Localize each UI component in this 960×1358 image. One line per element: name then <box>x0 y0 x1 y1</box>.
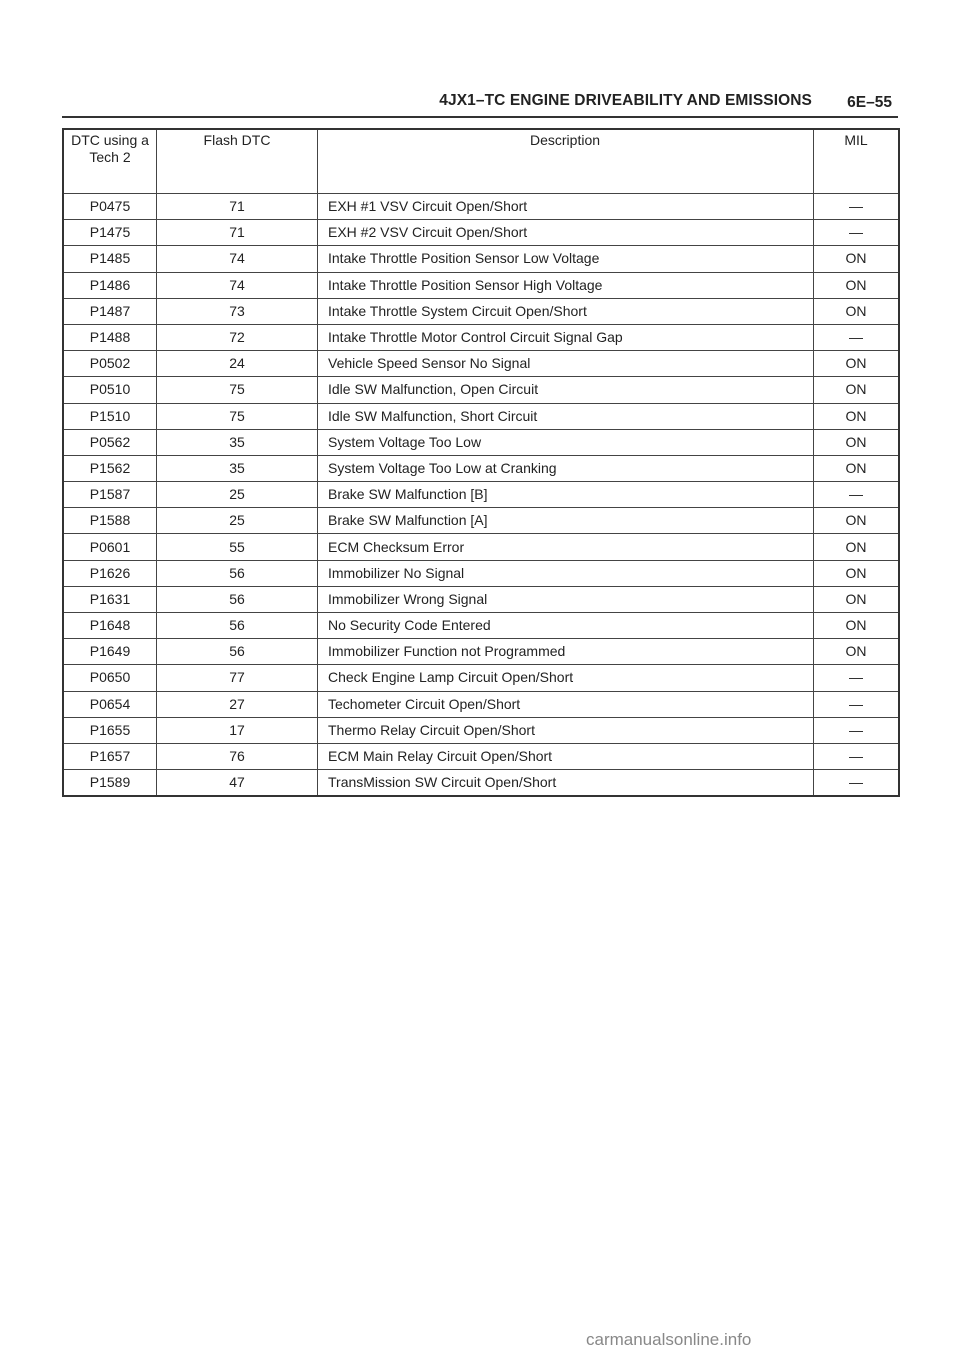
description-cell: EXH #1 VSV Circuit Open/Short <box>318 194 814 220</box>
description-cell: TransMission SW Circuit Open/Short <box>318 770 814 797</box>
flash-dtc-cell: 56 <box>157 560 318 586</box>
description-cell: No Security Code Entered <box>318 613 814 639</box>
table-row <box>63 665 899 691</box>
mil-cell: ON <box>814 613 900 639</box>
mil-cell: ON <box>814 377 900 403</box>
flash-dtc-cell: 56 <box>157 613 318 639</box>
flash-dtc-cell: 71 <box>157 194 318 220</box>
table-row <box>63 351 899 377</box>
description-cell: System Voltage Too Low <box>318 429 814 455</box>
dtc-code-cell: P1485 <box>63 246 157 272</box>
description-cell: Brake SW Malfunction [A] <box>318 508 814 534</box>
flash-dtc-cell: 74 <box>157 246 318 272</box>
table-row <box>63 324 899 350</box>
dtc-code-cell: P0510 <box>63 377 157 403</box>
dtc-code-cell: P1487 <box>63 298 157 324</box>
table-row <box>63 560 899 586</box>
mil-cell: ON <box>814 639 900 665</box>
description-cell: Idle SW Malfunction, Short Circuit <box>318 403 814 429</box>
mil-cell: ON <box>814 560 900 586</box>
mil-cell: ON <box>814 429 900 455</box>
table-row <box>63 508 899 534</box>
dtc-code-cell: P1655 <box>63 717 157 743</box>
dtc-code-cell: P0502 <box>63 351 157 377</box>
dtc-code-cell: P1486 <box>63 272 157 298</box>
mil-cell: — <box>814 691 900 717</box>
description-cell: Intake Throttle Motor Control Circuit Signal Gap <box>318 324 814 350</box>
flash-dtc-cell: 71 <box>157 220 318 246</box>
mil-cell: — <box>814 220 900 246</box>
flash-dtc-cell: 25 <box>157 482 318 508</box>
table-row <box>63 717 899 743</box>
flash-dtc-cell: 75 <box>157 403 318 429</box>
dtc-code-cell: P0601 <box>63 534 157 560</box>
table-row <box>63 220 899 246</box>
description-cell: ECM Checksum Error <box>318 534 814 560</box>
dtc-code-cell: P1648 <box>63 613 157 639</box>
table-row <box>63 770 899 797</box>
flash-dtc-cell: 74 <box>157 272 318 298</box>
table-row <box>63 298 899 324</box>
description-cell: Intake Throttle Position Sensor High Voltage <box>318 272 814 298</box>
description-cell: Vehicle Speed Sensor No Signal <box>318 351 814 377</box>
description-cell: Check Engine Lamp Circuit Open/Short <box>318 665 814 691</box>
column-header-flash-dtc: Flash DTC <box>157 129 318 194</box>
description-cell: Intake Throttle System Circuit Open/Short <box>318 298 814 324</box>
dtc-code-cell: P1589 <box>63 770 157 797</box>
description-cell: Idle SW Malfunction, Open Circuit <box>318 377 814 403</box>
description-cell: Brake SW Malfunction [B] <box>318 482 814 508</box>
flash-dtc-cell: 73 <box>157 298 318 324</box>
flash-dtc-cell: 35 <box>157 455 318 481</box>
description-cell: ECM Main Relay Circuit Open/Short <box>318 743 814 769</box>
section-title: 4JX1–TC ENGINE DRIVEABILITY AND EMISSIONS <box>439 92 812 109</box>
table-row <box>63 429 899 455</box>
description-cell: Immobilizer No Signal <box>318 560 814 586</box>
flash-dtc-cell: 35 <box>157 429 318 455</box>
dtc-code-cell: P1631 <box>63 586 157 612</box>
flash-dtc-cell: 75 <box>157 377 318 403</box>
flash-dtc-cell: 77 <box>157 665 318 691</box>
dtc-code-cell: P1588 <box>63 508 157 534</box>
dtc-table <box>62 128 900 797</box>
mil-cell: — <box>814 194 900 220</box>
page-number: 6E–55 <box>847 94 892 111</box>
table-row <box>63 272 899 298</box>
flash-dtc-cell: 47 <box>157 770 318 797</box>
page-header <box>62 86 898 118</box>
table-header-row <box>63 129 899 194</box>
description-cell: Intake Throttle Position Sensor Low Voltage <box>318 246 814 272</box>
description-cell: Immobilizer Function not Programmed <box>318 639 814 665</box>
dtc-code-cell: P1657 <box>63 743 157 769</box>
table-body <box>63 194 899 797</box>
mil-cell: ON <box>814 455 900 481</box>
table-row <box>63 534 899 560</box>
description-cell: EXH #2 VSV Circuit Open/Short <box>318 220 814 246</box>
table-row <box>63 691 899 717</box>
dtc-code-cell: P1587 <box>63 482 157 508</box>
description-cell: Thermo Relay Circuit Open/Short <box>318 717 814 743</box>
mil-cell: — <box>814 482 900 508</box>
flash-dtc-cell: 17 <box>157 717 318 743</box>
flash-dtc-cell: 76 <box>157 743 318 769</box>
table-row <box>63 377 899 403</box>
mil-cell: ON <box>814 351 900 377</box>
table-row <box>63 482 899 508</box>
table-row <box>63 586 899 612</box>
column-header-dtc: DTC using a Tech 2 <box>63 129 157 194</box>
mil-cell: — <box>814 324 900 350</box>
flash-dtc-cell: 25 <box>157 508 318 534</box>
dtc-code-cell: P0654 <box>63 691 157 717</box>
flash-dtc-cell: 27 <box>157 691 318 717</box>
mil-cell: — <box>814 770 900 797</box>
flash-dtc-cell: 55 <box>157 534 318 560</box>
column-header-description: Description <box>318 129 814 194</box>
dtc-code-cell: P1510 <box>63 403 157 429</box>
dtc-code-cell: P1562 <box>63 455 157 481</box>
dtc-code-cell: P1475 <box>63 220 157 246</box>
mil-cell: ON <box>814 246 900 272</box>
table-row <box>63 743 899 769</box>
flash-dtc-cell: 72 <box>157 324 318 350</box>
description-cell: Techometer Circuit Open/Short <box>318 691 814 717</box>
table-row <box>63 639 899 665</box>
flash-dtc-cell: 56 <box>157 639 318 665</box>
mil-cell: ON <box>814 403 900 429</box>
mil-cell: — <box>814 743 900 769</box>
mil-cell: ON <box>814 272 900 298</box>
flash-dtc-cell: 24 <box>157 351 318 377</box>
mil-cell: — <box>814 717 900 743</box>
mil-cell: ON <box>814 508 900 534</box>
mil-cell: ON <box>814 534 900 560</box>
dtc-code-cell: P1626 <box>63 560 157 586</box>
watermark-text: carmanualsonline.info <box>586 1330 752 1349</box>
table-row <box>63 194 899 220</box>
dtc-code-cell: P0650 <box>63 665 157 691</box>
dtc-code-cell: P0562 <box>63 429 157 455</box>
mil-cell: ON <box>814 586 900 612</box>
table-row <box>63 246 899 272</box>
flash-dtc-cell: 56 <box>157 586 318 612</box>
dtc-code-cell: P0475 <box>63 194 157 220</box>
mil-cell: — <box>814 665 900 691</box>
table-row <box>63 455 899 481</box>
description-cell: Immobilizer Wrong Signal <box>318 586 814 612</box>
mil-cell: ON <box>814 298 900 324</box>
column-header-mil: MIL <box>814 129 900 194</box>
table-row <box>63 403 899 429</box>
table-row <box>63 613 899 639</box>
description-cell: System Voltage Too Low at Cranking <box>318 455 814 481</box>
dtc-code-cell: P1488 <box>63 324 157 350</box>
dtc-code-cell: P1649 <box>63 639 157 665</box>
